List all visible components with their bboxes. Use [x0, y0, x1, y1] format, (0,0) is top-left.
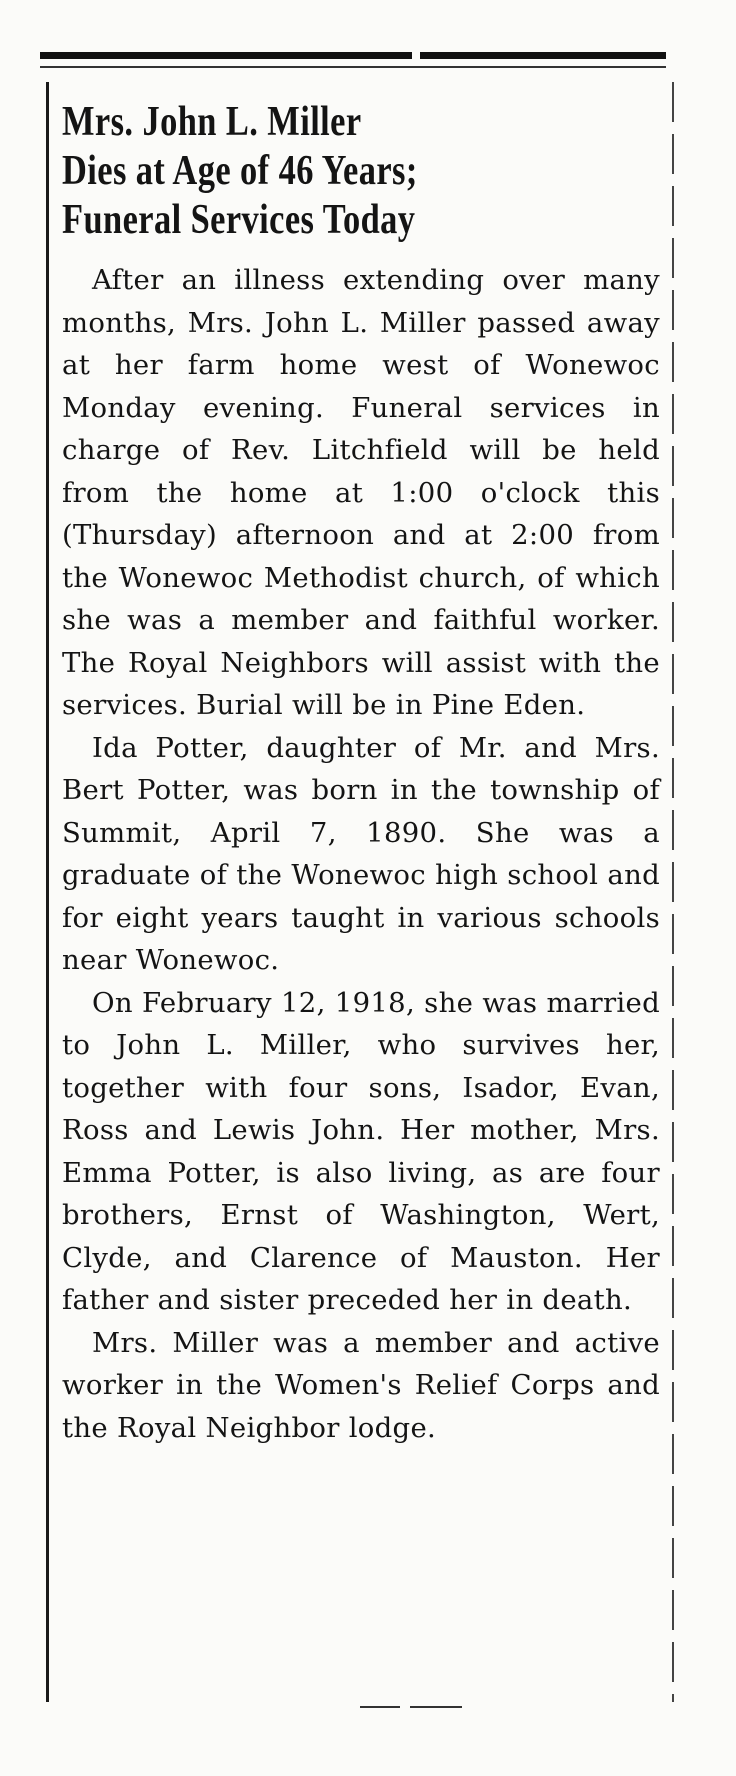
- paragraph-3: On February 12, 1918, she was married to John L. Miller, who survives her, together with four sons, Isador, Evan, Ross and Lewis John. Her mother, Mrs. Emma Potter, is also living, as are four brothers, Ernst of Washington, Wert, Clyde, and Clarence of Mauston. Her father and sister preceded her in death.: [62, 986, 660, 1316]
- column-rule-left: [46, 82, 49, 1702]
- column-rule-right: [672, 82, 674, 1702]
- headline-line-2: Dies at Age of 46 Years;: [62, 148, 418, 194]
- top-rule-left: [40, 52, 412, 59]
- paragraph-4: Mrs. Miller was a member and active worker in the Women's Relief Corps and the Royal Neighbor lodge.: [62, 1326, 660, 1444]
- bottom-rule-2: [410, 1706, 462, 1708]
- paragraph-1: After an illness extending over many months, Mrs. John L. Miller passed away at her farm home west of Wonewoc Monday evening. Funeral services in charge of Rev. Litchfield will be held from the home at 1:00 o'clock this (Thursday) afternoon and at 2:00 from the Wonewoc Methodist church, of which she was a member and faithful worker. The Royal Neighbors will assist with the services. Burial will be in Pine Eden.: [62, 264, 660, 721]
- headline: [62, 98, 661, 245]
- paragraph-2: Ida Potter, daughter of Mr. and Mrs. Bert Potter, was born in the township of Summit, April 7, 1890. She was a graduate of the Wonewoc high school and for eight years taught in various schools near Wonewoc.: [62, 731, 660, 976]
- bottom-rule-1: [360, 1706, 400, 1708]
- obituary-article: [62, 98, 660, 1449]
- top-rule-thin: [40, 66, 666, 68]
- headline-line-3: Funeral Services Today: [62, 197, 416, 243]
- headline-line-1: Mrs. John L. Miller: [62, 99, 362, 145]
- top-rule-right: [420, 52, 666, 59]
